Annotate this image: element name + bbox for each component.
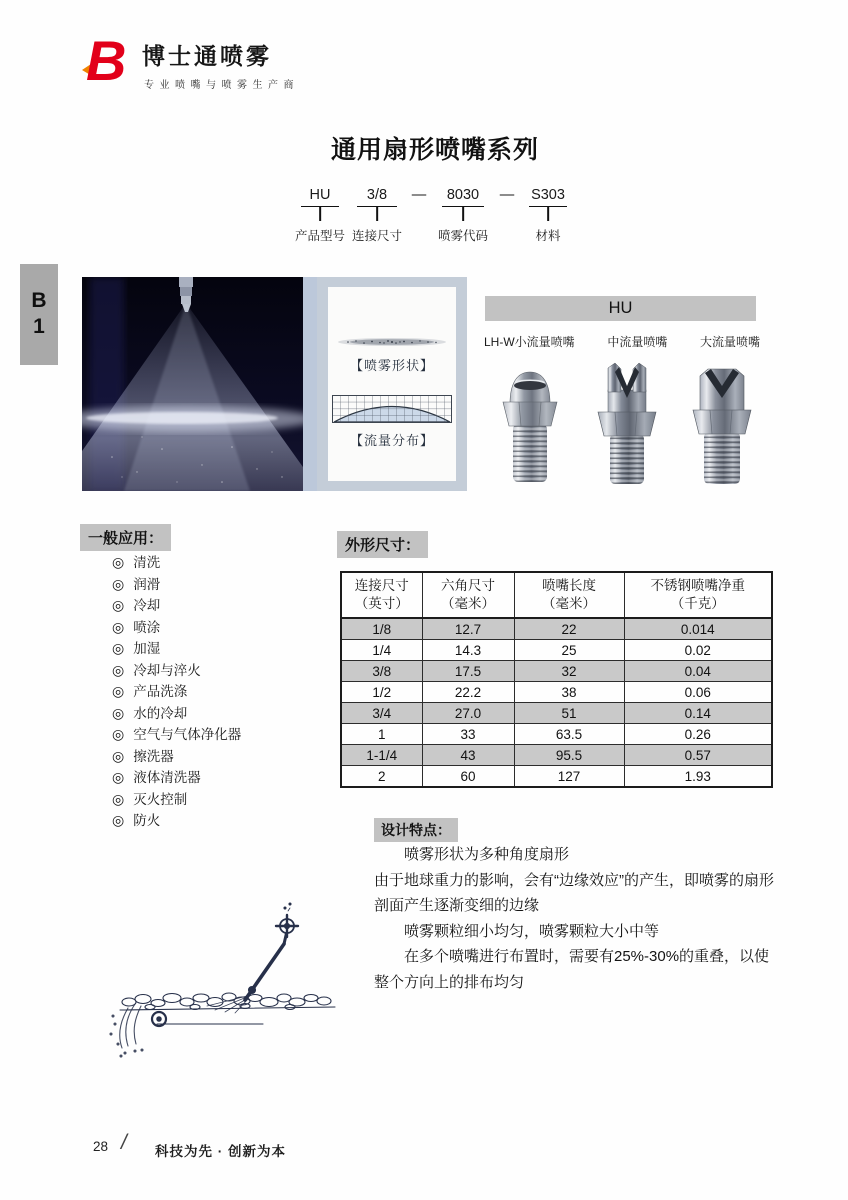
table-row <box>341 618 772 640</box>
design-paragraph: 喷雾颗粒细小均匀，喷雾颗粒大小中等 <box>404 922 660 940</box>
code-label: 喷雾代码 <box>437 229 488 243</box>
column-header-line2: （英寸） <box>354 596 409 611</box>
logo-letter: B <box>86 29 127 92</box>
dimensions-table-head <box>341 572 772 618</box>
code-label <box>406 223 432 244</box>
bullet-icon: ◎ <box>112 640 125 656</box>
table-cell: 1/2 <box>341 682 422 703</box>
application-item: ◎ 液体清洗器 <box>112 769 201 785</box>
bullet-icon: ◎ <box>112 747 125 764</box>
application-item: ◎ 加湿 <box>112 640 161 656</box>
table-cell: 63.5 <box>514 724 624 745</box>
applications-list <box>112 552 241 832</box>
spray-photo <box>82 277 303 491</box>
bullet-icon: ◎ <box>112 597 125 613</box>
table-cell: 27.0 <box>422 703 514 724</box>
column-header <box>422 572 514 618</box>
table-cell: 14.3 <box>422 640 514 661</box>
footer-page-number: 28 <box>93 1139 109 1154</box>
application-item: ◎ 冷却与淬火 <box>112 661 201 678</box>
design-paragraph: 喷雾形状为多种角度扇形 <box>404 846 570 863</box>
table-cell: 127 <box>514 766 624 788</box>
bullet-icon: ◎ <box>112 769 125 785</box>
table-cell: 1/8 <box>341 618 422 640</box>
table-row <box>341 766 772 788</box>
photo-edge-strip <box>303 277 317 491</box>
design-paragraph: 在多个喷嘴进行布置时，需要有25%-30%的重叠，以使整个方向上的排布均匀 <box>374 948 770 991</box>
table-cell: 43 <box>422 745 514 766</box>
table-cell: 51 <box>514 703 624 724</box>
page-title: 通用扇形喷嘴系列 <box>330 136 539 164</box>
code-connector <box>520 204 576 223</box>
table-cell: 0.014 <box>624 618 772 640</box>
code-value: 8030 <box>446 187 480 203</box>
column-header-line2: （千克） <box>670 596 725 611</box>
brand-logo-icon <box>72 26 138 92</box>
nozzle-type-label: 中流量喷嘴 <box>607 335 668 349</box>
table-row <box>341 703 772 724</box>
table-cell: 1-1/4 <box>341 745 422 766</box>
code-connector-bar <box>357 206 396 223</box>
code-connector <box>292 204 348 223</box>
footer-divider: / <box>121 1131 127 1154</box>
nozzle-large-flow-image <box>688 364 756 493</box>
nozzle-type-label: 大流量喷嘴 <box>699 335 760 349</box>
table-cell: 12.7 <box>422 618 514 640</box>
table-cell: 0.04 <box>624 661 772 682</box>
section-tab-line1: B <box>31 289 47 312</box>
column-header-line1: 六角尺寸 <box>441 577 495 593</box>
dimensions-table <box>340 571 773 788</box>
bullet-icon: ◎ <box>112 575 125 592</box>
code-connector-empty <box>494 204 520 223</box>
code-connector <box>348 204 406 223</box>
brand-name: 博士通喷雾 <box>142 43 272 69</box>
table-cell: 2 <box>341 766 422 788</box>
table-row <box>341 745 772 766</box>
application-item: ◎ 喷涂 <box>112 618 161 635</box>
table-cell: 0.14 <box>624 703 772 724</box>
footer-slogan: 科技为先 · 创新为本 <box>155 1144 286 1159</box>
table-cell: 95.5 <box>514 745 624 766</box>
nozzle-type-labels <box>484 333 760 350</box>
dimensions-heading: 外形尺寸： <box>337 531 428 558</box>
code-label: 产品型号 <box>294 229 345 243</box>
bullet-icon: ◎ <box>112 726 125 742</box>
nozzle-small-flow-image <box>498 368 562 493</box>
design-paragraph: 由于地球重力的影响，会有“边缘效应”的产生，即喷雾的扇形剖面产生逐渐变细的边缘 <box>374 871 774 914</box>
table-cell: 0.57 <box>624 745 772 766</box>
column-header-line1: 喷嘴长度 <box>542 577 596 593</box>
application-item: ◎ 产品洗涤 <box>112 683 188 699</box>
code-separator: — <box>499 187 515 203</box>
application-item: ◎ 冷却 <box>112 597 161 613</box>
column-header <box>341 572 422 618</box>
table-cell: 17.5 <box>422 661 514 682</box>
code-connector-bar <box>442 206 484 223</box>
bullet-icon: ◎ <box>112 683 125 699</box>
column-header-line2: （毫米） <box>441 596 495 611</box>
table-row <box>341 661 772 682</box>
application-item: ◎ 水的冷却 <box>112 704 188 721</box>
code-label <box>494 223 520 244</box>
applications-heading: 一般应用： <box>80 524 171 551</box>
code-label: 连接尺寸 <box>351 229 402 243</box>
column-header-line1: 不锈钢喷嘴净重 <box>650 577 745 593</box>
brand-tagline: 专业喷嘴与喷雾生产商 <box>144 80 299 91</box>
spray-shape-diagram <box>336 335 448 349</box>
code-label: 材料 <box>535 229 561 243</box>
code-value: HU <box>309 187 331 203</box>
shape-panel-inner <box>328 287 456 481</box>
shape-panel <box>317 277 467 491</box>
table-cell: 1.93 <box>624 766 772 788</box>
table-cell: 0.06 <box>624 682 772 703</box>
product-code-diagram <box>292 186 576 244</box>
table-cell: 32 <box>514 661 624 682</box>
table-cell: 38 <box>514 682 624 703</box>
flow-distribution-label: 【流量分布】 <box>349 433 434 448</box>
design-paragraphs <box>374 842 784 995</box>
application-item: ◎ 清洗 <box>112 554 161 570</box>
flow-distribution-diagram <box>332 395 452 423</box>
table-cell: 1/4 <box>341 640 422 661</box>
sketch-conveyor-line <box>120 1007 335 1010</box>
dimensions-table-body <box>341 618 772 787</box>
table-cell: 22.2 <box>422 682 514 703</box>
column-header-line1: 连接尺寸 <box>354 577 409 593</box>
application-item: ◎ 防火 <box>112 812 161 828</box>
bullet-icon: ◎ <box>112 812 125 828</box>
application-item: ◎ 灭火控制 <box>112 790 188 807</box>
nozzle-type-label: LH-W小流量喷嘴 <box>484 335 575 349</box>
table-row <box>341 724 772 745</box>
code-connector-empty <box>406 204 432 223</box>
table-cell: 22 <box>514 618 624 640</box>
bullet-icon: ◎ <box>112 790 125 807</box>
application-sketch <box>95 898 345 1068</box>
code-value: 3/8 <box>366 187 388 203</box>
bullet-icon: ◎ <box>112 661 125 678</box>
column-header-line2: （毫米） <box>542 596 596 611</box>
table-cell: 1 <box>341 724 422 745</box>
series-bar: HU <box>485 296 756 321</box>
code-connector <box>432 204 494 223</box>
sketch-waterfall <box>110 1004 143 1057</box>
design-heading: 设计特点： <box>374 818 458 842</box>
application-item: ◎ 空气与气体净化器 <box>112 726 242 742</box>
table-cell: 25 <box>514 640 624 661</box>
table-cell: 0.26 <box>624 724 772 745</box>
bullet-icon: ◎ <box>112 618 125 635</box>
bullet-icon: ◎ <box>112 704 125 721</box>
table-cell: 60 <box>422 766 514 788</box>
code-connector-bar <box>529 206 567 223</box>
table-cell: 0.02 <box>624 640 772 661</box>
table-cell: 3/8 <box>341 661 422 682</box>
section-tab-line2: 1 <box>33 315 45 338</box>
header-row <box>341 572 772 618</box>
bullet-icon: ◎ <box>112 554 125 570</box>
application-item: ◎ 润滑 <box>112 575 161 592</box>
table-cell: 33 <box>422 724 514 745</box>
table-row <box>341 682 772 703</box>
application-item: ◎ 擦洗器 <box>112 747 174 764</box>
section-tab-b1 <box>20 264 58 365</box>
table-cell: 3/4 <box>341 703 422 724</box>
code-connector-bar <box>301 206 339 223</box>
code-value: S303 <box>531 187 565 203</box>
code-separator: — <box>411 187 427 203</box>
nozzle-medium-flow-image <box>593 360 661 493</box>
column-header <box>624 572 772 618</box>
table-row <box>341 640 772 661</box>
column-header <box>514 572 624 618</box>
spray-shape-label: 【喷雾形状】 <box>349 358 434 373</box>
